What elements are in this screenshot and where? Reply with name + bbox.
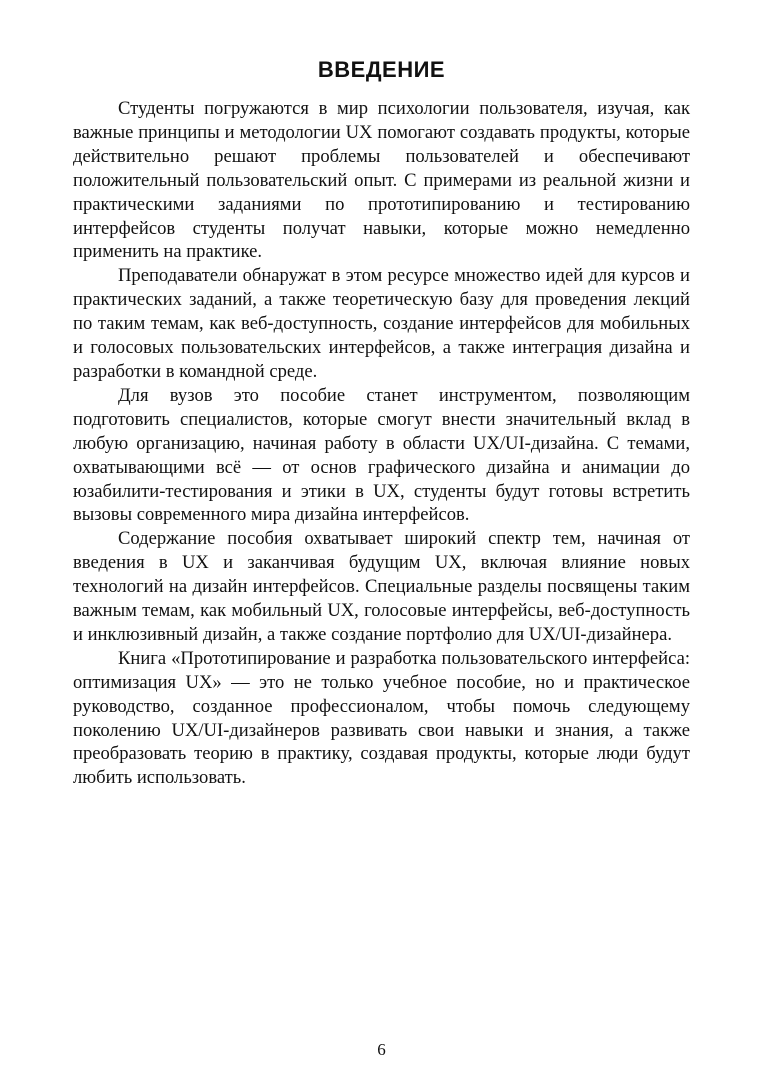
page-number: 6 [377, 1040, 386, 1059]
paragraph-4: Содержание пособия охватывает широкий спектр тем, начиная от введения в UX и заканчивая будущим UX, включая влияние новых технологий на дизайн интерфейсов. Специальные разделы посвящены таким важным темам, как мобильный UX, голосовые интерфейсы, веб-доступность и инклюзивный дизайн, а также создание портфолио для UX/UI-дизайнера. [73, 528, 690, 645]
page-title: ВВЕДЕНИЕ [317, 57, 446, 82]
paragraph-1: Студенты погружаются в мир психологии пользователя, изучая, как важные принципы и методологии UX помогают создавать продукты, которые действительно решают проблемы пользователей и обеспечивают положительный пользовательский опыт. С примерами из реальной жизни и практическими заданиями по прототипированию и тестированию интерфейсов студенты получат навыки, которые можно немедленно применить на практике. [73, 98, 690, 263]
body-text [73, 97, 690, 790]
paragraph-5: Книга «Прототипирование и разработка пользовательского интерфейса: оптимизация UX» — это не только учебное пособие, но и практическое руководство, созданное профессионалом, чтобы помочь следующему поколению UX/UI-дизайнеров развивать свои навыки и знания, а также преобразовать теорию в практику, создавая продукты, которые люди будут любить использовать. [73, 647, 690, 789]
paragraph-2: Преподаватели обнаружат в этом ресурсе множество идей для курсов и практических заданий, а также теоретическую базу для проведения лекций по таким темам, как веб-доступность, создание интерфейсов для мобильных и голосовых пользовательских интерфейсов, а также интеграция дизайна и разработки в командной среде. [73, 265, 690, 382]
paragraph-3: Для вузов это пособие станет инструментом, позволяющим подготовить специалистов, которые смогут внести значительный вклад в любую организацию, начиная работу в области UX/UI-дизайна. С темами, охватывающими всё — от основ графического дизайна и анимации до юзабилити-тестирования и этики в UX, студенты будут готовы встретить вызовы современного мира дизайна интерфейсов. [73, 384, 690, 526]
